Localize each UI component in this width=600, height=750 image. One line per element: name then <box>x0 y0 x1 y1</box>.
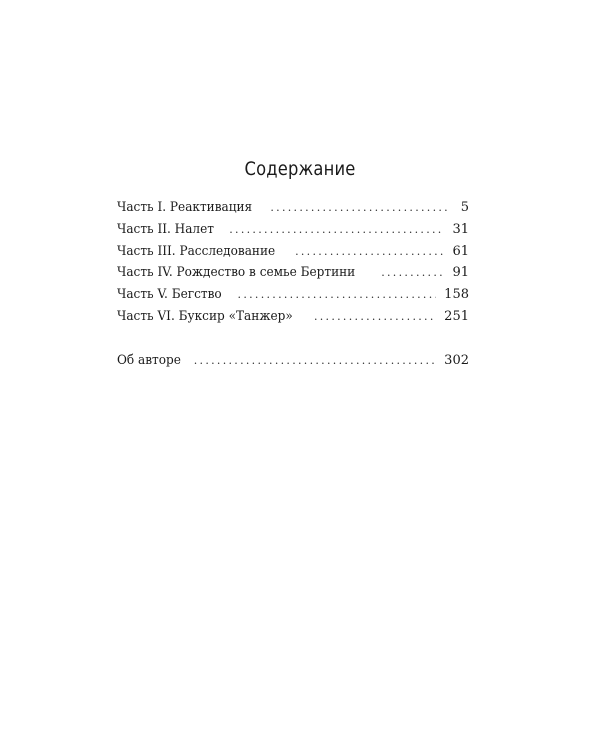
toc-entry-page-number: 251 <box>444 308 469 324</box>
dot-leader <box>229 223 444 236</box>
toc-entry-label: Часть V. Бегство <box>117 287 222 303</box>
toc-entry-label: Часть II. Налет <box>117 221 214 237</box>
dot-leader <box>295 245 444 258</box>
toc-entry <box>117 200 469 222</box>
toc-entry-label: Часть I. Реактивация <box>117 200 253 215</box>
dot-leader <box>314 310 436 323</box>
toc-entry <box>117 309 469 331</box>
dot-leader <box>381 266 444 279</box>
toc-entry-about-author <box>117 353 469 375</box>
toc-entry-page-number: 61 <box>452 243 469 259</box>
toc-entry-label: Часть III. Расследование <box>117 243 276 259</box>
toc-entry <box>117 244 469 266</box>
table-of-contents <box>117 200 469 375</box>
page-title: Содержание <box>244 158 356 180</box>
dot-leader <box>270 201 447 214</box>
toc-entry <box>117 265 469 287</box>
toc-entry-label: Часть VI. Буксир «Танжер» <box>117 308 293 324</box>
dot-leader <box>238 288 437 301</box>
toc-entry-page-number: 158 <box>444 287 469 303</box>
toc-entry-page-number: 91 <box>452 265 469 281</box>
toc-entry-page-number: 31 <box>452 221 469 237</box>
toc-entry <box>117 287 469 309</box>
toc-entry-label: Об авторе <box>117 352 181 368</box>
dot-leader <box>194 354 436 367</box>
toc-entry-page-number: 5 <box>460 200 469 215</box>
toc-entry-page-number: 302 <box>444 352 469 368</box>
toc-entry-label: Часть IV. Рождество в семье Бертини <box>117 265 356 281</box>
toc-entry <box>117 222 469 244</box>
